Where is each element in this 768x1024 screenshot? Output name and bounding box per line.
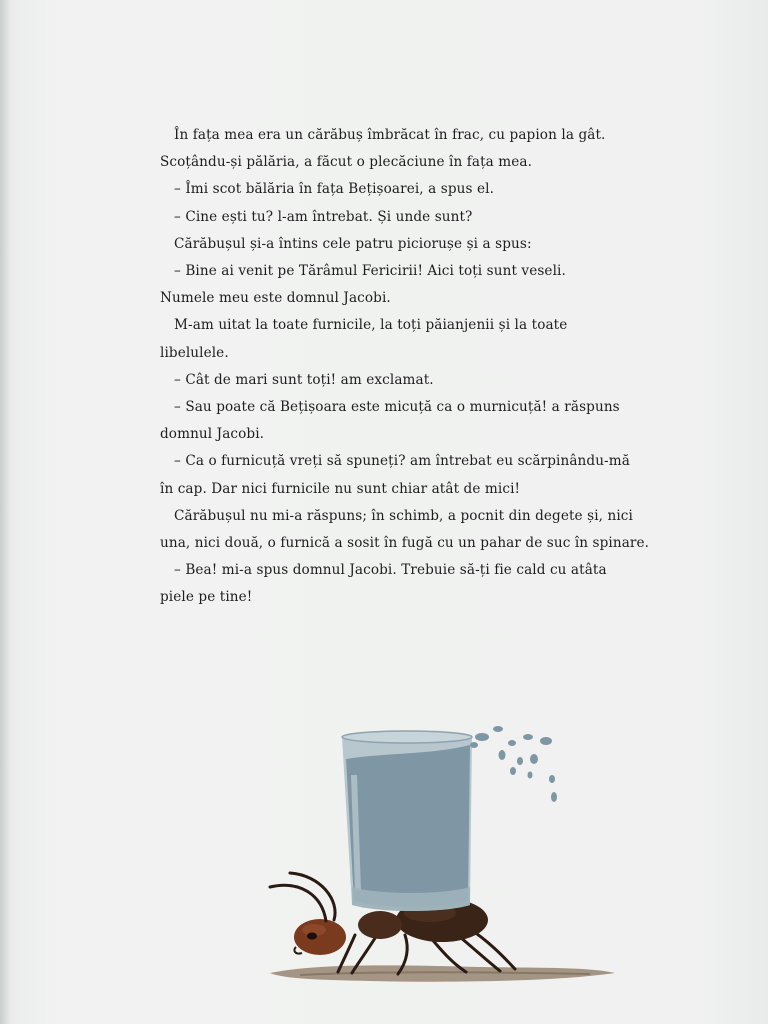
story-line: În fața mea era un cărăbuș îmbrăcat în frac, cu papion la gât. [174,127,606,143]
story-line: – Cine ești tu? l-am întrebat. Și unde sunt? [174,208,473,225]
glass-of-juice [342,731,472,911]
story-line: Cărăbușul nu mi-a răspuns; în schimb, a pocnit din degete și, nici [174,507,633,524]
story-line: – Bine ai venit pe Tărâmul Fericirii! Aici toți sunt veseli. [174,263,566,280]
story-line: piele pe tine! [160,589,253,606]
story-line: – Ca o furnicuță vreți să spuneți? am întrebat eu scărpinându-mă [174,453,630,470]
ant-head [294,919,346,955]
story-line: Scoțându-și pălăria, a făcut o plecăciune în fața mea. [160,154,533,171]
story-line: M-am uitat la toate furnicile, la toți păianjenii și la toate [174,317,568,334]
story-line: Numele meu este domnul Jacobi. [160,290,391,307]
ant-antennae [270,873,335,921]
ant-with-glass-illustration [230,715,630,1005]
story-line: domnul Jacobi. [160,426,265,443]
story-line: una, nici două, o furnică a sosit în fugă cu un pahar de suc în spinare. [160,535,650,552]
page-spine-shadow [0,0,10,1024]
story-line: Cărăbușul și-a întins cele patru piciorușe și a spus: [174,235,532,252]
water-splash [470,726,557,802]
story-line: – Sau poate că Bețișoara este micuță ca o murnicuță! a răspuns [174,399,620,416]
story-line: – Cât de mari sunt toți! am exclamat. [174,371,434,388]
story-line: libelulele. [160,344,229,361]
story-text [160,122,650,612]
story-line: – Îmi scot bălăria în fața Bețișoarei, a spus el. [174,181,494,198]
story-line: – Bea! mi-a spus domnul Jacobi. Trebuie să-ți fie cald cu atâta [174,562,607,579]
ant-eye [307,933,317,940]
story-line: în cap. Dar nici furnicile nu sunt chiar atât de mici! [160,480,521,497]
ant-thorax [358,911,402,939]
